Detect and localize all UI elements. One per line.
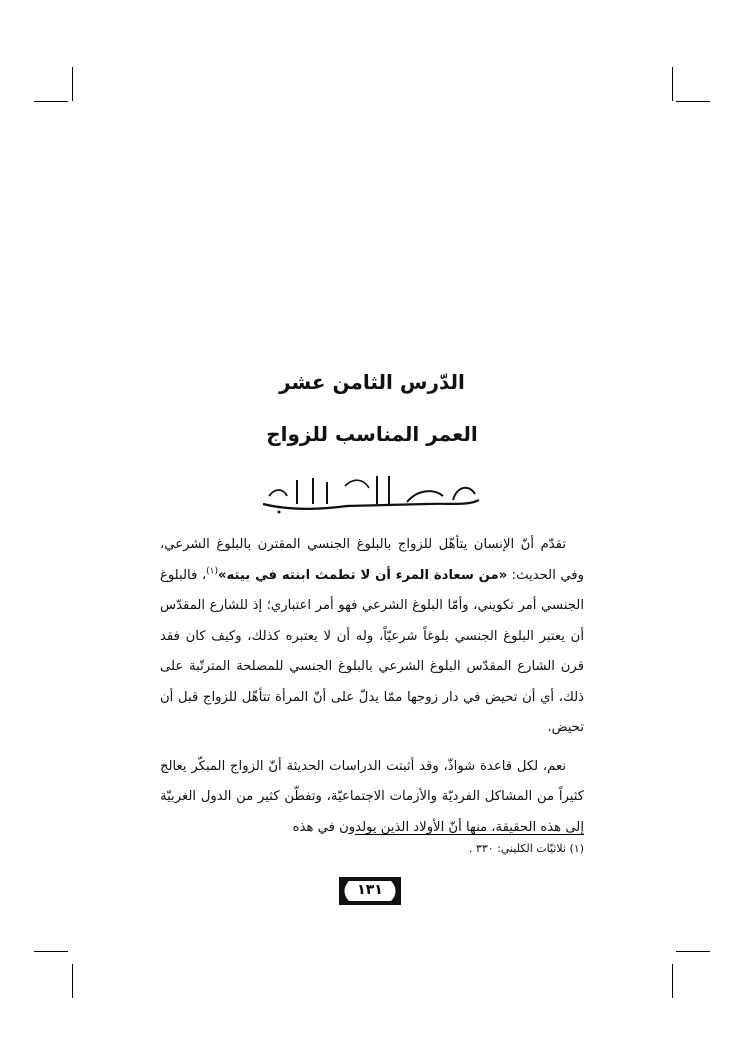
crop-mark	[672, 964, 673, 998]
lesson-subtitle: العمر المناسب للزواج	[266, 422, 478, 446]
paragraph: نعم، لكل قاعدة شواذّ، وقد أثبتت الدراسات الحديثة أنّ الزواج المبكّر يعالج كثيراً من المشاكل الفرديّة والأزمات الاجتماعيّة، وتفطّن كثير من الدول الغربيّة إلى هذه الحقيقة، منها أنّ الأولاد الذين يولدون في هذه	[160, 758, 584, 835]
paragraph	[160, 530, 584, 744]
paragraph-text: تقدّم أنّ الإنسان يتأهّل للزواج بالبلوغ الجنسي المقترن بالبلوغ الشرعي، وفي الحديث:	[160, 537, 584, 583]
page-number: ١٣١	[357, 882, 383, 898]
crop-mark	[676, 101, 710, 102]
lesson-title: الدّرس الثامن عشر	[279, 370, 465, 394]
hadith-quote: «من سعادة المرء أن لا تطمث ابنته في بيته»	[217, 567, 508, 583]
crop-mark	[34, 101, 68, 102]
page-number-badge	[339, 877, 401, 905]
basmala-calligraphy	[257, 466, 485, 516]
crop-mark	[676, 951, 710, 952]
paragraph-text: ، فالبلوغ الجنسي أمر تكويني، وأمّا البلوغ الشرعي فهو أمر اعتباري؛ إذ للشارع المقدّس أن يعتبر البلوغ الجنسي بلوغاً شرعيّاً، وله أن لا يعتبره كذلك، وكيف كان فقد قرن الشارع المقدّس البلوغ الشرعي بالبلوغ الجنسي للمصلحة المترتّبة على ذلك، أي أن تحيض في دار زوجها ممّا يدلّ على أنّ المرأة تتأهّل للزواج قبل أن تحيض.	[160, 567, 584, 735]
footnote-ref[interactable]: (١)	[206, 566, 218, 577]
footnote: (١) ثلاثيّات الكليني: ٣٣٠ .	[468, 842, 584, 855]
body-text	[160, 530, 584, 843]
crop-mark	[72, 964, 73, 998]
crop-mark	[34, 951, 68, 952]
crop-mark	[672, 67, 673, 101]
footnote-divider	[355, 834, 584, 835]
crop-mark	[72, 67, 73, 101]
